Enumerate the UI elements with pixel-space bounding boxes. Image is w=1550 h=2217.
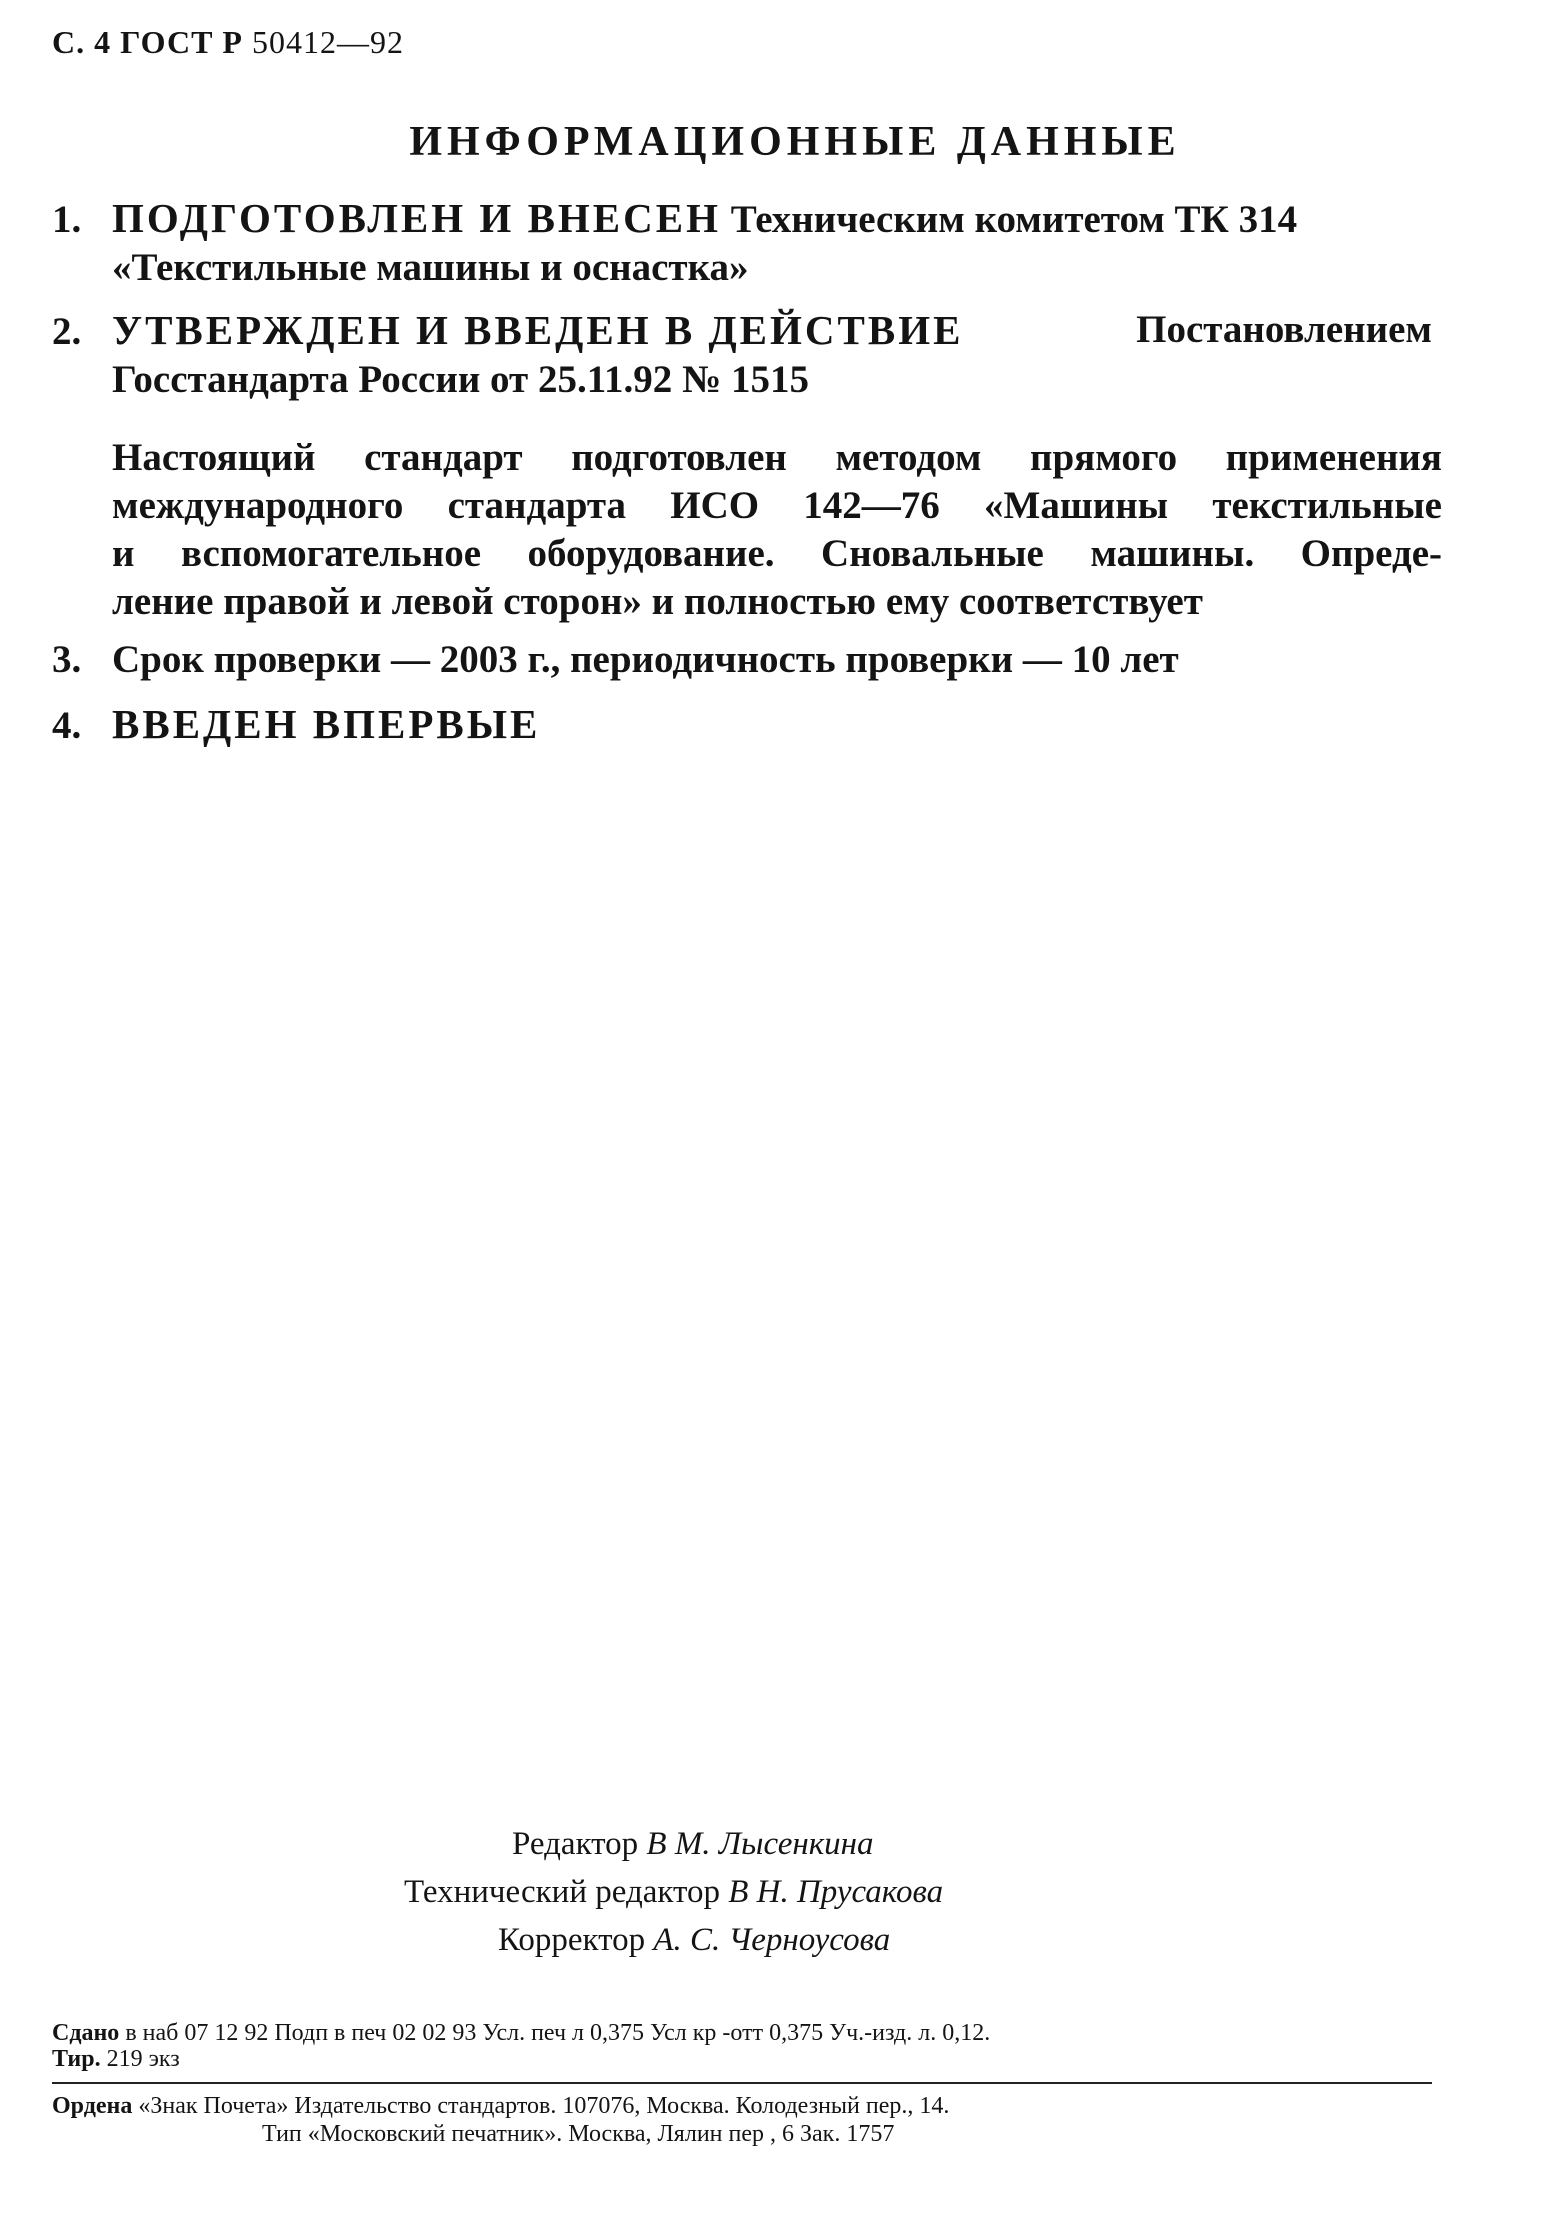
paragraph-line: ление правой и левой сторон» и полностью ему соответствует	[112, 580, 1203, 623]
header-standard-number: 50412—92	[251, 24, 404, 60]
publisher-label: Ордена	[52, 2093, 133, 2119]
item-continuation: Госстандарта России от 25.11.92 № 1515	[112, 358, 809, 401]
item-number: 1.	[52, 198, 82, 241]
item-continuation: «Текстильные машины и оснастка»	[112, 246, 749, 289]
page-header	[52, 24, 404, 61]
item-text: Срок проверки — 2003 г., периодичность проверки — 10 лет	[112, 638, 1179, 681]
imprint-label: Сдано	[52, 2020, 120, 2046]
paragraph-line: и вспомогательное оборудование. Сновальные машины. Опреде-	[112, 532, 1442, 575]
editor-name: А. С. Черноусова	[653, 1922, 891, 1958]
publisher-text: «Знак Почета» Издательство стандартов. 107076, Москва. Колодезный пер., 14.	[138, 2093, 950, 2119]
imprint-line	[52, 2046, 1432, 2072]
divider	[52, 2082, 1432, 2084]
publisher-info	[52, 2092, 1432, 2148]
item-number: 2.	[52, 310, 82, 353]
item-text: Техническим комитетом ТК 314	[730, 198, 1298, 241]
imprint-text: в наб 07 12 92 Подп в печ 02 02 93 Усл. печ л 0,375 Усл кр -отт 0,375 Уч.-изд. л. 0,12.	[125, 2020, 991, 2046]
paragraph-line: международного стандарта ИСО 142—76 «Машины текстильные	[112, 484, 1442, 527]
item-lead: ВВЕДЕН ВПЕРВЫЕ	[112, 701, 541, 747]
item-number: 3.	[52, 638, 82, 681]
publisher-line	[52, 2092, 1432, 2120]
paragraph-line: Настоящий стандарт подготовлен методом прямого применения	[112, 436, 1442, 479]
printer-line: Тип «Московский печатник». Москва, Лялин пер , 6 Зак. 1757	[262, 2121, 895, 2147]
editor-credit	[512, 1820, 874, 1868]
item-number: 4.	[52, 704, 82, 747]
imprint-text: 219 экз	[106, 2046, 180, 2072]
section-title: ИНФОРМАЦИОННЫЕ ДАННЫЕ	[409, 119, 1181, 165]
info-item-2	[52, 306, 1432, 404]
imprint-line	[52, 2020, 1432, 2046]
imprint-label: Тир.	[52, 2046, 101, 2072]
editor-role: Редактор	[512, 1826, 639, 1862]
item-lead: ПОДГОТОВЛЕН И ВНЕСЕН	[112, 195, 721, 241]
technical-editor-credit	[404, 1868, 943, 1916]
info-item-4	[52, 700, 1432, 750]
editor-role: Корректор	[498, 1922, 646, 1958]
print-imprint	[52, 2020, 1432, 2072]
header-prefix: С. 4 ГОСТ Р	[52, 24, 243, 60]
info-item-3	[52, 636, 1432, 684]
editor-name: В Н. Прусакова	[728, 1874, 944, 1910]
proofreader-credit	[498, 1916, 890, 1964]
editor-role: Технический редактор	[404, 1874, 720, 1910]
editor-name: В М. Лысенкина	[646, 1826, 874, 1862]
info-item-1	[52, 194, 1432, 292]
item-lead: УТВЕРЖДЕН И ВВЕДЕН В ДЕЙСТВИЕ	[112, 307, 964, 353]
standard-note-paragraph	[112, 434, 1442, 626]
item-text: Постановлением	[1136, 308, 1432, 351]
